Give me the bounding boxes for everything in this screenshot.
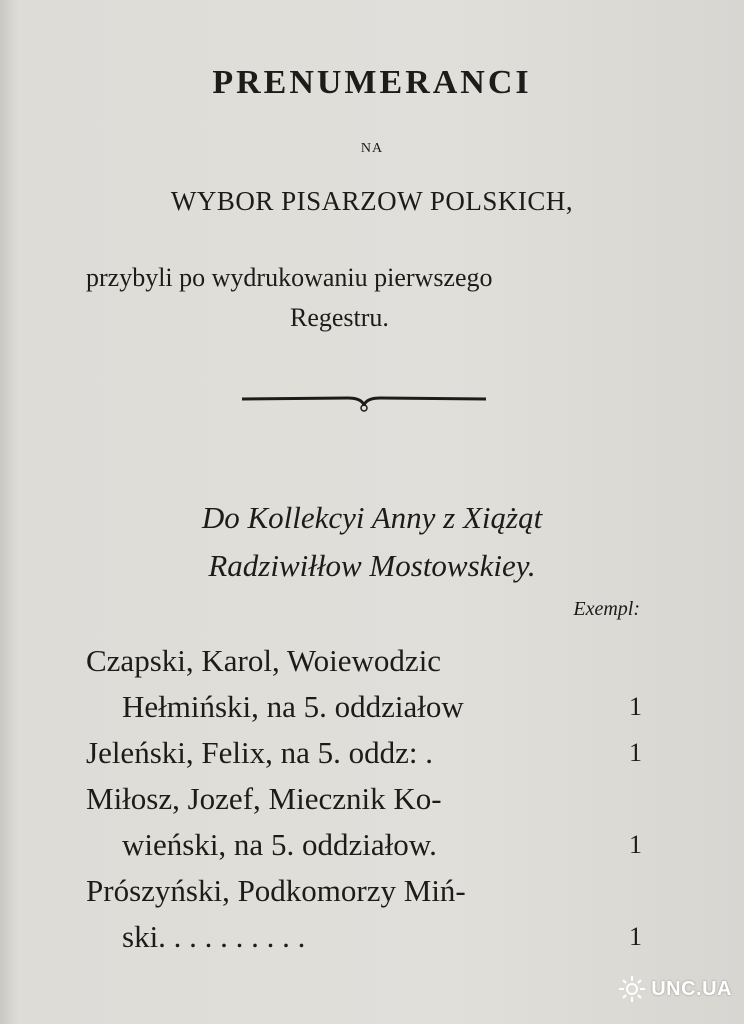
section-heading	[0, 494, 744, 590]
list-item	[86, 776, 642, 822]
list-item	[86, 684, 642, 730]
entry-count: 1	[629, 830, 642, 859]
entry-count: 1	[629, 738, 642, 767]
heading-subtitle: WYBOR PISARZOW POLSKICH,	[170, 186, 574, 216]
entry-count: 1	[629, 692, 642, 721]
list-item	[86, 638, 642, 684]
list-item	[86, 730, 642, 776]
note-line-1: przybyli po wydrukowaniu pierwszego	[86, 263, 493, 292]
sun-burst-icon	[617, 974, 647, 1004]
heading-na: NA	[360, 141, 384, 156]
watermark-text: UNC.UA	[651, 977, 732, 1000]
page-title: PRENUMERANCI	[212, 64, 532, 101]
list-item	[86, 868, 642, 914]
heading-note	[86, 258, 666, 338]
entry-count: 1	[629, 922, 642, 951]
entry-text: Jeleński, Felix, na 5. oddz: .	[86, 735, 433, 770]
entry-text: Miłosz, Jozef, Miecznik Ko-	[86, 781, 442, 816]
entry-text: Czapski, Karol, Woiewodzic	[86, 643, 442, 678]
subscriber-list	[86, 638, 642, 960]
entry-text: ski. . . . . . . . . .	[122, 919, 306, 954]
entry-text: Prószyński, Podkomorzy Miń-	[86, 873, 466, 908]
entry-text: Hełmiński, na 5. oddziałow	[122, 689, 464, 724]
entry-text: wieński, na 5. oddziałow.	[122, 827, 437, 862]
list-item	[86, 914, 642, 960]
watermark	[617, 974, 732, 1004]
note-line-2: Regestru.	[290, 303, 389, 332]
exempl-label: Exempl:	[573, 598, 640, 620]
list-item	[86, 822, 642, 868]
section-line-2: Radziwiłłow Mostowskiey.	[208, 548, 536, 583]
section-line-1: Do Kollekcyi Anny z Xiążąt	[201, 500, 543, 535]
ornamental-divider	[240, 390, 488, 414]
